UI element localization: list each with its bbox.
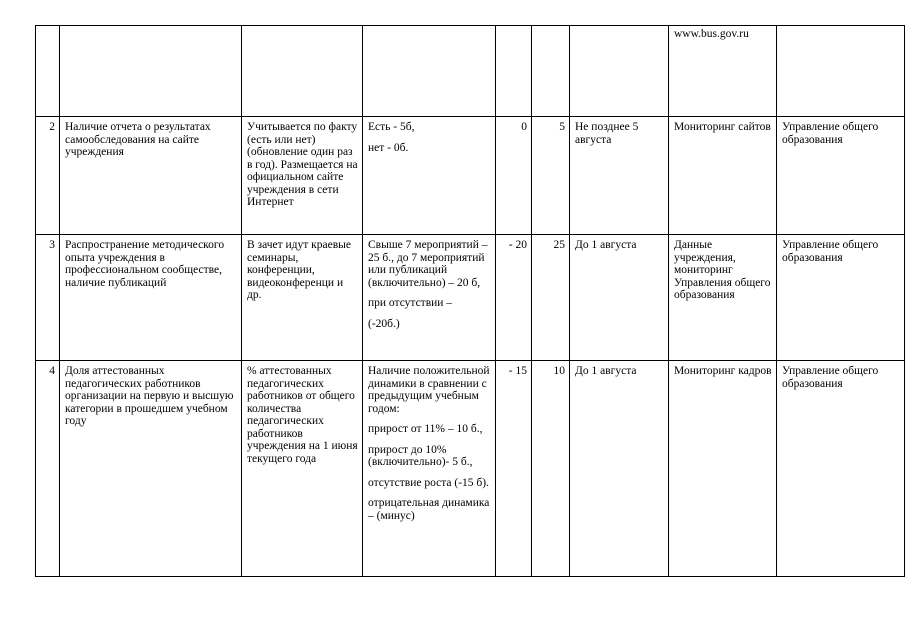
cell-scoring <box>363 117 496 235</box>
cell-scoring <box>363 26 496 117</box>
cell-responsible: Управление общего образования <box>777 361 905 577</box>
criteria-table <box>35 25 905 577</box>
cell-indicator: Наличие отчета о результатах самообследования на сайте учреждения <box>60 117 242 235</box>
cell-responsible: Управление общего образования <box>777 235 905 361</box>
cell-description: В зачет идут краевые семинары, конференции, видеоконференци и др. <box>242 235 363 361</box>
scoring-line: Свыше 7 мероприятий – 25 б., до 7 мероприятий или публикаций (включительно) – 20 б, <box>368 239 488 289</box>
cell-num <box>36 26 60 117</box>
scoring-line: прирост до 10% (включительно)- 5 б., <box>368 443 473 468</box>
scoring-line: отсутствие роста (-15 б). <box>368 476 489 489</box>
cell-min: 0 <box>496 117 532 235</box>
scoring-line: прирост от 11% – 10 б., <box>368 423 483 435</box>
cell-min <box>496 26 532 117</box>
cell-indicator: Доля аттестованных педагогических работников организации на первую и высшую категории в прошедшем учебном году <box>60 361 242 577</box>
table-row <box>36 26 905 117</box>
cell-source: Мониторинг сайтов <box>669 117 777 235</box>
cell-source: www.bus.gov.ru <box>669 26 777 117</box>
table-row <box>36 117 905 235</box>
cell-max: 10 <box>532 361 570 577</box>
table-row <box>36 235 905 361</box>
cell-max <box>532 26 570 117</box>
cell-source: Данные учреждения, мониторинг Управления общего образования <box>669 235 777 361</box>
scoring-line: отрицательная динамика – (минус) <box>368 497 490 522</box>
cell-num: 4 <box>36 361 60 577</box>
cell-responsible: Управление общего образования <box>777 117 905 235</box>
cell-description: Учитывается по факту (есть или нет) (обновление один раз в год). Размещается на официальном сайте учреждения в сети Интернет <box>242 117 363 235</box>
cell-indicator: Распространение методического опыта учреждения в профессиональном сообществе, наличие публикаций <box>60 235 242 361</box>
scoring-line: нет - 0б. <box>368 141 409 154</box>
cell-deadline <box>570 26 669 117</box>
cell-min: - 20 <box>496 235 532 361</box>
scoring-line: при отсутствии – <box>368 297 453 309</box>
cell-deadline: До 1 августа <box>570 235 669 361</box>
cell-description: % аттестованных педагогических работников от общего количества педагогических работников учреждения на 1 июня текущего года <box>242 361 363 577</box>
scoring-line: Наличие положительной динамики в сравнении с предыдущим учебным годом: <box>368 365 490 415</box>
cell-description <box>242 26 363 117</box>
cell-num: 3 <box>36 235 60 361</box>
scoring-line: (-20б.) <box>368 317 400 330</box>
cell-scoring <box>363 361 496 577</box>
cell-responsible <box>777 26 905 117</box>
scoring-line: Есть - 5б, <box>368 121 415 133</box>
table-row <box>36 361 905 577</box>
cell-indicator <box>60 26 242 117</box>
cell-max: 5 <box>532 117 570 235</box>
cell-max: 25 <box>532 235 570 361</box>
cell-scoring <box>363 235 496 361</box>
cell-min: - 15 <box>496 361 532 577</box>
cell-num: 2 <box>36 117 60 235</box>
cell-deadline: До 1 августа <box>570 361 669 577</box>
cell-deadline: Не позднее 5 августа <box>570 117 669 235</box>
cell-source: Мониторинг кадров <box>669 361 777 577</box>
